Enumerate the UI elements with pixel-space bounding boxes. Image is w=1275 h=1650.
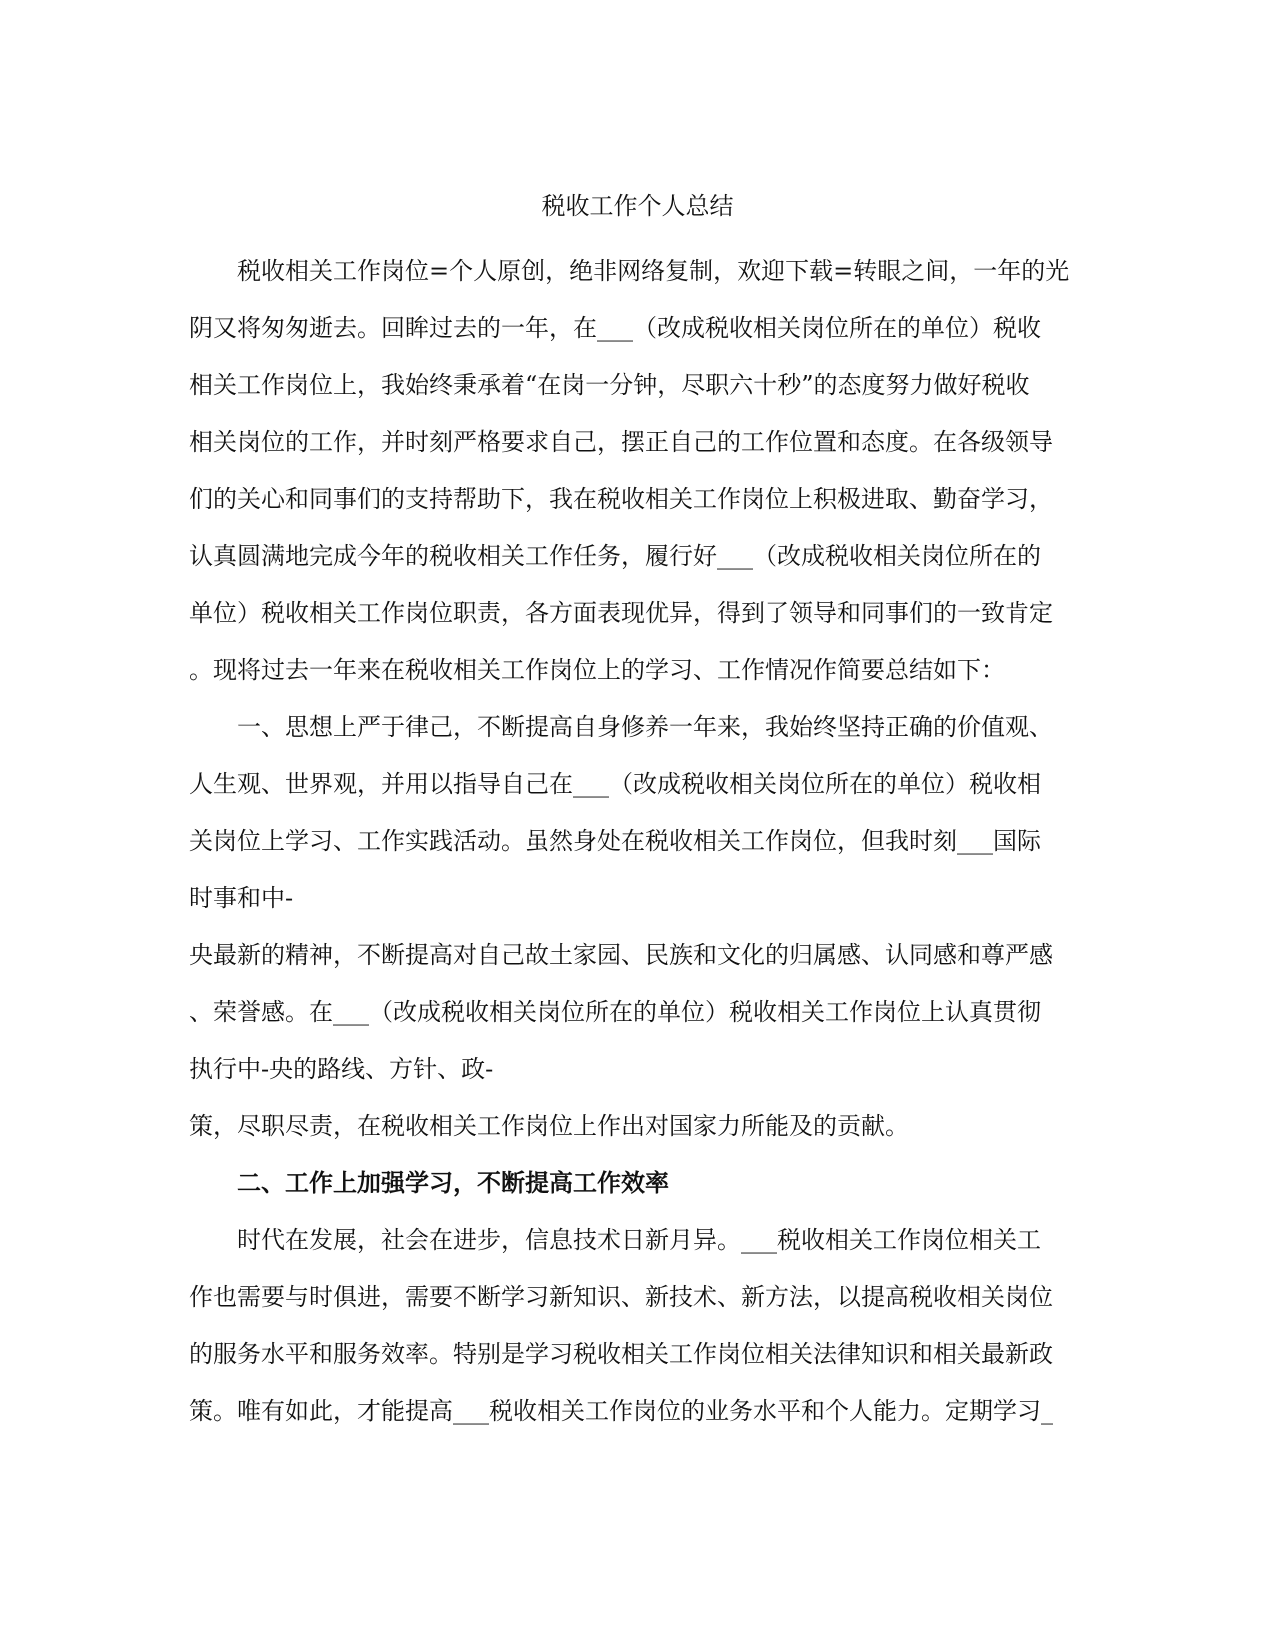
text-line: 关岗位上学习、工作实践活动。虽然身处在税收相关工作岗位，但我时刻___国际 [189, 827, 1041, 855]
text-line: 的服务水平和服务效率。特别是学习税收相关工作岗位相关法律知识和相关最新政 [189, 1340, 1053, 1368]
document-title: 税收工作个人总结 [541, 192, 734, 220]
text-line: 相关工作岗位上，我始终秉承着“在岗一分钟，尽职六十秒”的态度努力做好税收 [189, 371, 1030, 399]
text-line: 时代在发展，社会在进步，信息技术日新月异。___税收相关工作岗位相关工 [189, 1226, 1041, 1254]
text-line: 认真圆满地完成今年的税收相关工作任务，履行好___（改成税收相关岗位所在的 [189, 542, 1041, 570]
text-line: 阴又将匆匆逝去。回眸过去的一年，在___（改成税收相关岗位所在的单位）税收 [189, 314, 1041, 342]
section-heading: 二、工作上加强学习，不断提高工作效率 [189, 1169, 669, 1197]
text-line: 、荣誉感。在___（改成税收相关岗位所在的单位）税收相关工作岗位上认真贯彻 [189, 998, 1041, 1026]
text-line: 们的关心和同事们的支持帮助下，我在税收相关工作岗位上积极进取、勤奋学习， [189, 485, 1053, 513]
text-line: 一、思想上严于律己，不断提高自身修养一年来，我始终坚持正确的价值观、 [189, 713, 1053, 741]
text-line: 作也需要与时俱进，需要不断学习新知识、新技术、新方法，以提高税收相关岗位 [189, 1283, 1053, 1311]
text-line: 。现将过去一年来在税收相关工作岗位上的学习、工作情况作简要总结如下： [189, 656, 1005, 684]
text-line: 单位）税收相关工作岗位职责，各方面表现优异，得到了领导和同事们的一致肯定 [189, 599, 1053, 627]
text-line: 时事和中- [189, 884, 294, 912]
text-line: 税收相关工作岗位=个人原创，绝非网络复制，欢迎下载=转眼之间，一年的光 [189, 257, 1070, 285]
text-line: 策。唯有如此，才能提高___税收相关工作岗位的业务水平和个人能力。定期学习_ [189, 1397, 1053, 1425]
text-line: 执行中-央的路线、方针、政- [189, 1055, 494, 1083]
text-line: 相关岗位的工作，并时刻严格要求自己，摆正自己的工作位置和态度。在各级领导 [189, 428, 1053, 456]
text-line: 策，尽职尽责，在税收相关工作岗位上作出对国家力所能及的贡献。 [189, 1112, 909, 1140]
text-line: 人生观、世界观，并用以指导自己在___（改成税收相关岗位所在的单位）税收相 [189, 770, 1041, 798]
text-line: 央最新的精神，不断提高对自己故土家园、民族和文化的归属感、认同感和尊严感 [189, 941, 1053, 969]
